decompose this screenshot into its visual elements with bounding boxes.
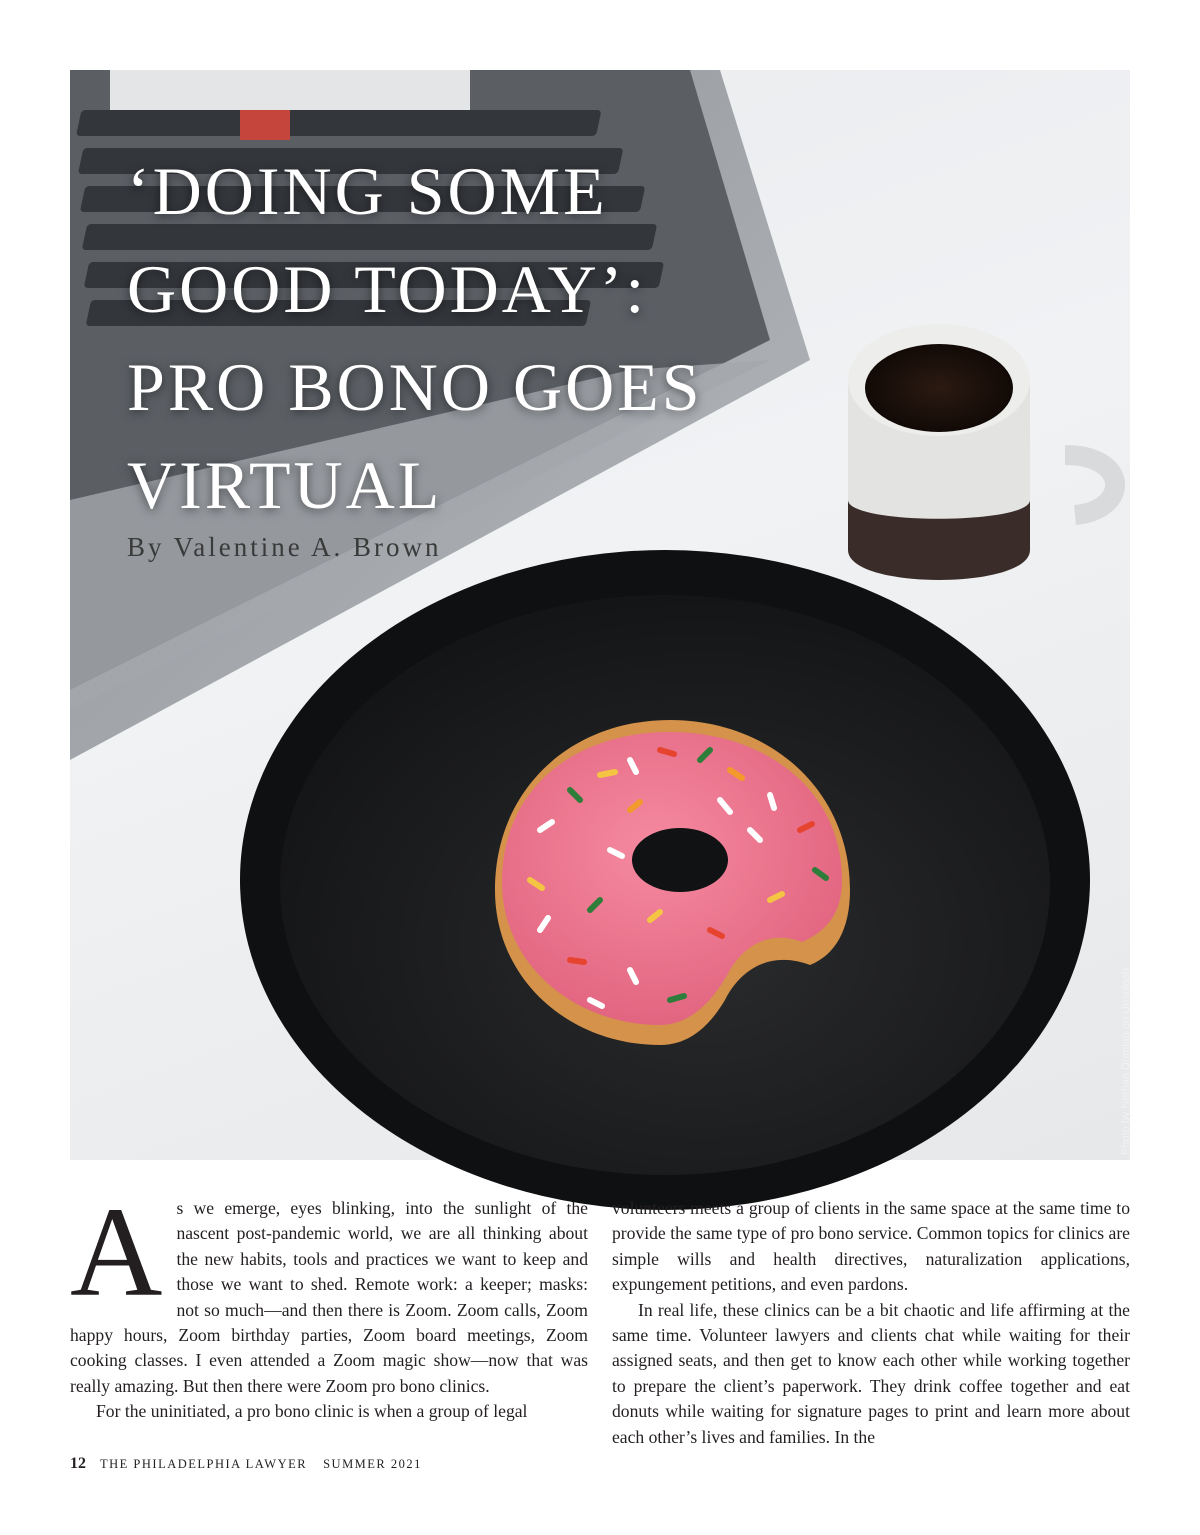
article-column-right	[612, 1196, 1130, 1450]
coffee-cup	[848, 324, 1115, 580]
page-footer	[70, 1455, 422, 1473]
magazine-name: THE PHILADELPHIA LAWYER	[100, 1457, 308, 1471]
paragraph-text: s we emerge, eyes blinking, into the sunlight of the nascent post-pandemic world, we are all thinking about the new habits, tools and practices we want to keep and those we want to shed. Remote work: a keeper; masks: not so much—and then there is Zoom. Zoom calls, Zoom happy hours, Zoom birthday parties, Zoom board meetings, Zoom cooking classes. I even attended a Zoom magic show—now that was really amazing. But then there were Zoom pro bono clinics.	[70, 1198, 588, 1396]
paragraph: For the uninitiated, a pro bono clinic is when a group of legal	[96, 1401, 528, 1422]
photo-credit: Photo by Nathan Dumlao on Unsplash	[1120, 967, 1132, 1155]
article-column-left	[70, 1181, 588, 1425]
paragraph: volunteers meets a group of clients in the same space at the same time to provide the same type of pro bono service. Common topics for clinics are simple wills and health directives, naturalization applications, expungement petitions, and even pardons.	[612, 1198, 1130, 1295]
hero-photo	[70, 70, 1130, 1160]
issue-date: SUMMER 2021	[323, 1457, 422, 1471]
paragraph: In real life, these clinics can be a bit chaotic and life affirming at the same time. Volunteer lawyers and clients chat while waiting for their assigned seats, and then get to know each other while working together to prepare the client’s paperwork. They drink coffee together and eat donuts while waiting for signature pages to print and learn more about each other’s lives and families. In the	[612, 1299, 1130, 1447]
page-number: 12	[70, 1455, 86, 1472]
drop-cap: A	[70, 1181, 163, 1323]
paragraph	[70, 1181, 588, 1399]
article-headline: ‘DOING SOME GOOD TODAY’: PRO BONO GOES VIRTUAL	[127, 153, 703, 523]
byline: By Valentine A. Brown	[127, 532, 442, 562]
